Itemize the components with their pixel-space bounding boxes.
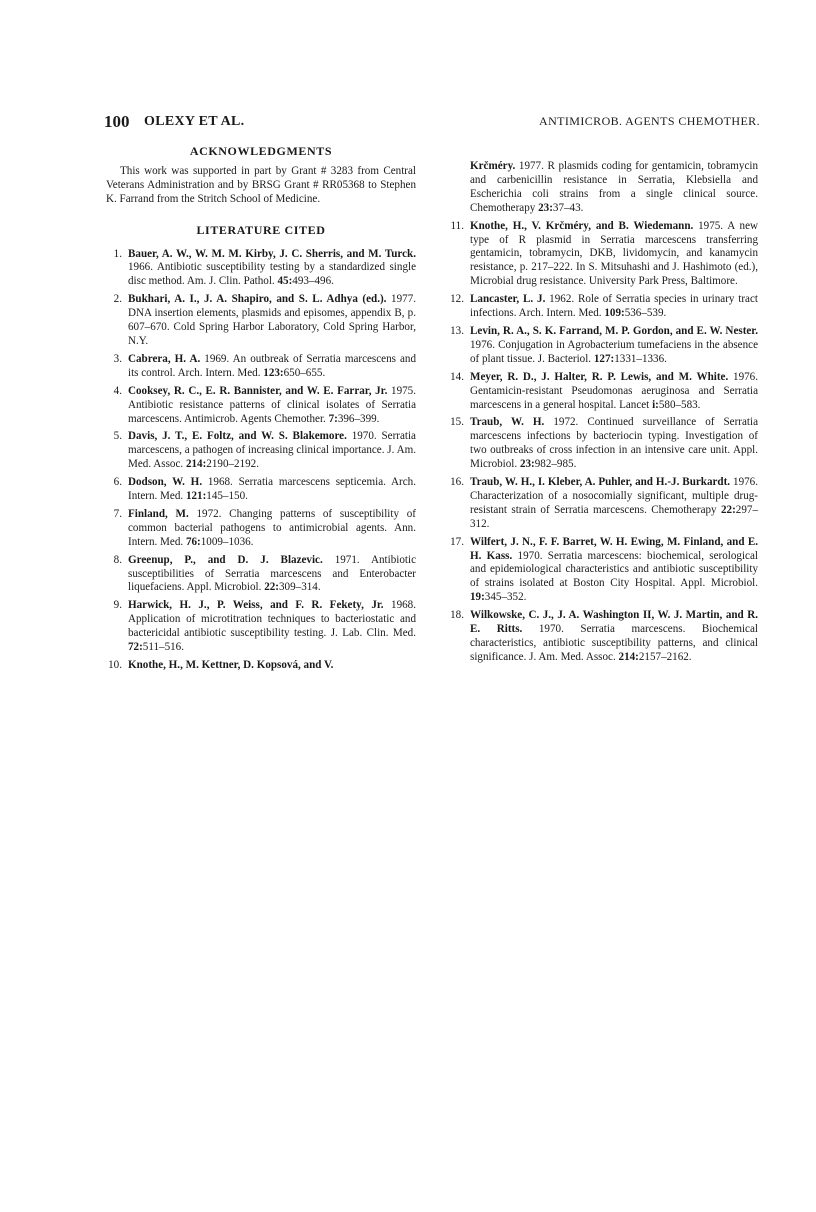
reference-list-left [106,248,416,673]
reference-pages: 982–985. [534,458,577,471]
reference-item [448,293,758,321]
reference-text: 1968. Application of microtitration techniques to bacteriostatic and bactericidal antibiotic susceptibility testing. J. Lab. Clin. Med. [128,599,416,640]
reference-volume: 22: [721,503,736,516]
acknowledgments-text: This work was supported in part by Grant # 3283 from Central Veterans Administration and by BRSG Grant # RR05368 to Stephen K. Farrand from the Stritch School of Medicine. [106,164,416,205]
reference-number: 17. [450,535,464,548]
reference-volume: 22: [264,581,279,594]
reference-authors: Levin, R. A., S. K. Farrand, M. P. Gordon, and E. W. Nester. [470,324,758,337]
reference-number: 8. [113,553,122,566]
reference-authors: Lancaster, L. J. [470,293,546,306]
reference-text: 1966. Antibiotic susceptibility testing by a standardized single disc method. Am. J. Clin. Pathol. [128,261,416,288]
right-column [448,160,758,669]
reference-text: 1976. Conjugation in Agrobacterium tumefaciens in the absence of plant tissue. J. Bacteriol. [470,338,758,365]
reference-item [448,325,758,367]
reference-pages: 580–583. [658,398,701,411]
reference-authors: Cabrera, H. A. [128,352,201,365]
reference-authors: Wilfert, J. N., F. F. Barret, W. H. Ewing, M. Finland, and E. H. Kass. [470,535,758,562]
reference-authors: Wilkowske, C. J., J. A. Washington II, W. J. Martin, and R. E. Ritts. [470,609,758,636]
reference-authors: Greenup, P., and D. J. Blazevic. [128,553,323,566]
reference-number: 15. [450,416,464,429]
reference-authors: Cooksey, R. C., E. R. Bannister, and W. E. Farrar, Jr. [128,384,388,397]
reference-number: 11. [450,219,464,232]
reference-item [448,476,758,532]
reference-volume: 7: [328,412,338,425]
reference-item [106,554,416,596]
reference-authors: Dodson, W. H. [128,476,203,489]
reference-pages: 1009–1036. [200,535,254,548]
reference-authors: Bauer, A. W., W. M. M. Kirby, J. C. Sherris, and M. Turck. [128,247,416,260]
reference-item [106,248,416,290]
reference-volume: i: [652,398,659,411]
reference-text: 1969. An outbreak of Serratia marcescens and its control. Arch. Intern. Med. [128,352,416,379]
reference-text: 1970. Serratia marcescens. Biochemical characteristics, antibiotic susceptibility patterns, and clinical significance. J. Am. Med. Assoc. [470,623,758,663]
reference-pages: 297–312. [470,503,758,530]
reference-number: 10. [108,659,122,671]
reference-authors: Traub, W. H., I. Kleber, A. Puhler, and H.-J. Burkardt. [470,476,731,489]
reference-authors: Meyer, R. D., J. Halter, R. P. Lewis, and M. White. [470,370,729,383]
reference-text: 1977. DNA insertion elements, plasmids and episomes, appendix B, p. 607–670. Cold Spring Harbor Laboratory, Cold Spring Harbor, N.Y. [128,293,417,347]
reference-volume: 76: [185,535,201,548]
reference-item [106,353,416,381]
literature-heading: LITERATURE CITED [196,222,326,237]
reference-volume: 23: [519,458,535,471]
reference-item [448,609,758,665]
reference-pages: 536–539. [624,307,667,320]
reference-volume: 109: [604,307,625,320]
reference-pages: 2190–2192. [206,458,259,471]
reference-authors: Bukhari, A. I., J. A. Shapiro, and S. L. Adhya (ed.). [128,293,387,306]
reference-item [448,371,758,413]
reference-text: 1970. Serratia marcescens: biochemical, serological and epidemiological characteristics and antibiotic susceptibility of strains isolated at Boston City Hospital. Appl. Microbiol. [470,549,758,590]
reference-text: 1972. Changing patterns of susceptibility of common bacterial pathogens to antimicrobial agents. Ann. Intern. Med. [128,507,416,548]
reference-item [106,385,416,427]
reference-pages: 309–314. [279,581,321,594]
reference-10-continued [448,160,758,216]
journal-title: ANTIMICROB. AGENTS CHEMOTHER. [539,114,760,128]
reference-number: 9. [113,599,122,612]
reference-volume: 121: [185,490,207,503]
reference-number: 12. [450,293,464,306]
reference-number: 1. [113,247,122,260]
reference-volume: 45: [277,275,293,288]
reference-authors: Davis, J. T., E. Foltz, and W. S. Blakemore. [128,430,347,443]
reference-number: 16. [450,476,464,489]
reference-item [106,599,416,655]
reference-volume: 19: [470,591,485,604]
reference-number: 5. [113,430,122,443]
reference-volume: 23: [538,201,553,214]
reference-text: 1972. Continued surveillance of Serratia marcescens infections by bacteriocin typing. Investigation of two outbreaks of cross infection in an intensive care unit. Appl. Microbiol. [470,416,759,471]
reference-authors: Knothe, H., M. Kettner, D. Kopsová, and V. [128,659,334,671]
reference-item [106,508,416,550]
reference-pages: 1331–1336. [614,352,667,365]
reference-volume: 214: [618,650,639,663]
reference-volume: 123: [263,366,284,379]
reference-text: 1976. Gentamicin-resistant Pseudomonas aeruginosa and Serratia marcescens in a general hospital. Lancet [470,370,758,411]
reference-item [106,476,416,504]
reference-number: 4. [113,384,122,397]
reference-pages: 493–496. [292,275,334,288]
reference-pages: 145–150. [206,490,248,503]
acknowledgments-heading: ACKNOWLEDGMENTS [189,144,333,158]
reference-authors: Traub, W. H. [470,416,545,429]
reference-number: 7. [113,507,122,520]
reference-item [106,659,416,673]
reference-number: 18. [450,609,464,622]
reference-number: 3. [113,352,122,365]
reference-list-right [448,220,758,665]
reference-number: 2. [113,293,122,306]
reference-item [106,430,416,472]
reference-item [106,293,416,349]
reference-authors: Krčméry. [470,160,516,172]
left-column [106,145,416,677]
reference-item [448,416,758,472]
reference-text: 1975. A new type of R plasmid in Serratia marcescens transferring gentamicin, tobramycin, DKB, lividomycin, and kanamycin resistance, p. 217–222. In S. Mitsuhashi and J. Hashimoto (ed.), Microbial drug resistance. University Park Press, Baltimore. [470,219,759,288]
reference-pages: 37–43. [552,201,584,214]
reference-number: 6. [113,476,122,489]
reference-text: 1976. Characterization of a nosocomially significant, multiple drug-resistant strain of Serratia marcescens. Chemotherapy [470,476,758,516]
running-authors: OLEXY ET AL. [144,114,245,129]
reference-text: 1977. R plasmids coding for gentamicin, tobramycin and carbenicillin resistance in Serratia, Klebsiella and Escherichia coli strains from a single clinical source. Chemotherapy [470,160,758,214]
reference-pages: 511–516. [142,641,184,654]
reference-pages: 2157–2162. [638,650,692,663]
reference-text: 1968. Serratia marcescens septicemia. Arch. Intern. Med. [128,476,416,503]
reference-item [448,536,758,606]
reference-pages: 650–655. [283,366,326,379]
reference-volume: 127: [593,352,615,365]
reference-number: 13. [450,324,464,337]
running-header [104,112,760,132]
reference-authors: Harwick, H. J., P. Weiss, and F. R. Fekety, Jr. [128,599,384,612]
reference-item [448,220,758,290]
reference-text: 1970. Serratia marcescens, a pathogen of increasing clinical importance. J. Am. Med. Assoc. [128,430,416,471]
page-number: 100 [104,112,130,131]
reference-number: 14. [450,370,464,383]
reference-authors: Knothe, H., V. Krčméry, and B. Wiedemann. [470,219,694,232]
reference-volume: 214: [185,458,207,471]
reference-volume: 72: [128,641,143,654]
reference-pages: 345–352. [484,591,527,604]
reference-text: 1962. Role of Serratia species in urinary tract infections. Arch. Intern. Med. [470,293,758,320]
reference-pages: 396–399. [337,412,380,425]
reference-authors: Finland, M. [128,507,189,520]
reference-text: 1975. Antibiotic resistance patterns of clinical isolates of Serratia marcescens. Antimicrob. Agents Chemother. [128,384,416,425]
reference-text: 1971. Antibiotic susceptibilities of Serratia marcescens and Enterobacter liquefaciens. Appl. Microbiol. [128,553,416,594]
